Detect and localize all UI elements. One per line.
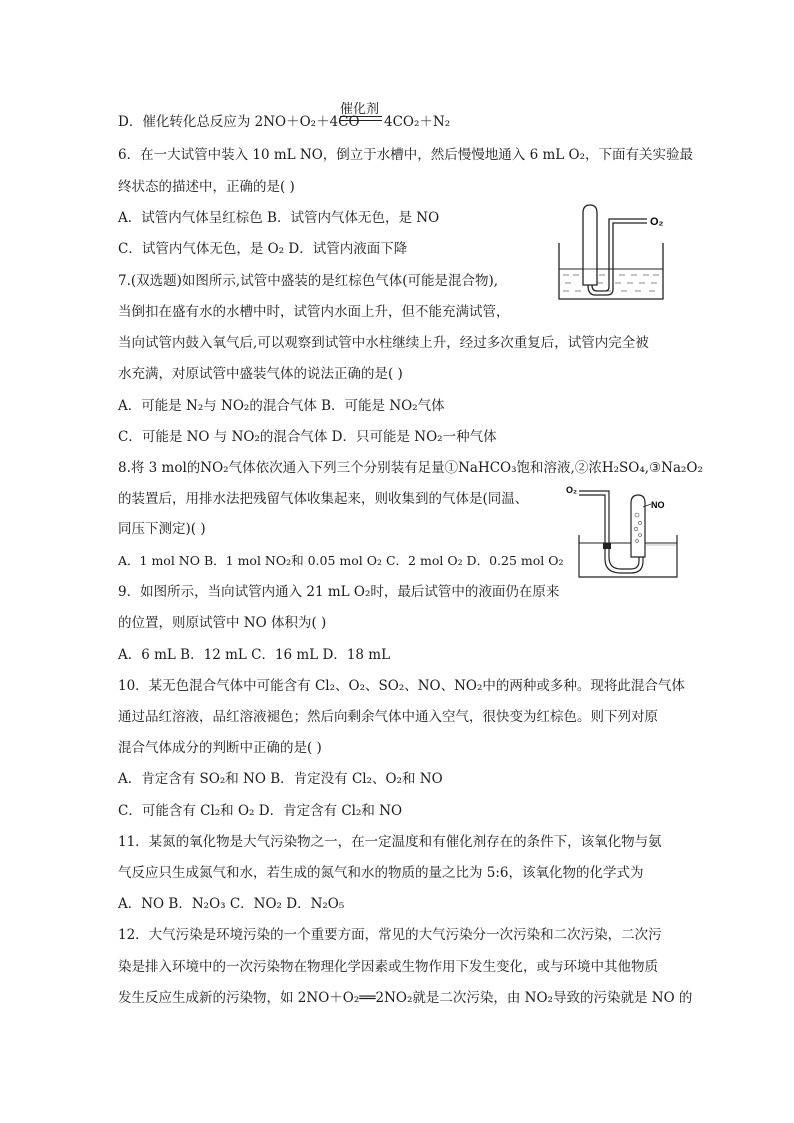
- water-hatching: [563, 275, 659, 291]
- q6-line-1: 6．在一大试管中装入 10 mL NO，倒立于水槽中，然后慢慢地通入 6 mL O₂，下面有关实验最: [118, 147, 693, 163]
- q10-options-ab: A．肯定含有 SO₂和 NO B．肯定没有 Cl₂、O₂和 NO: [118, 771, 443, 787]
- q12-line-3: 发生反应生成新的污染物，如 2NO＋O₂══2NO₂就是二次污染，由 NO₂导致的污染就是 NO 的: [118, 990, 693, 1006]
- option-d-equation: [118, 113, 360, 131]
- q6-options-ab: A．试管内气体呈红棕色 B．试管内气体无色，是 NO: [118, 210, 440, 226]
- q7-line-3: 当向试管内鼓入氧气后,可以观察到试管中水柱继续上升，经过多次重复后，试管内完全被: [118, 335, 649, 351]
- q8-line-1: 8.将 3 mol的NO₂气体依次通入下列三个分别装有足量①NaHCO₃饱和溶液,②浓H₂SO₄,③Na₂O₂: [118, 460, 703, 476]
- q10-line-3: 混合气体成分的判断中正确的是( ): [118, 740, 322, 756]
- q11-options: A．NO B．N₂O₃ C．NO₂ D．N₂O₅: [118, 896, 345, 912]
- q9-options: A．6 mL B．12 mL C．16 mL D．18 mL: [118, 647, 391, 663]
- q8-line-2: 的装置后，用排水法把残留气体收集起来，则收集到的气体是(同温、: [118, 491, 529, 507]
- q8-options: A．1 mol NO B．1 mol NO₂和 0.05 mol O₂ C．2 mol O₂ D．0.25 mol O₂: [118, 553, 564, 568]
- q11-line-1: 11．某氮的氧化物是大气污染物之一，在一定温度和有催化剂存在的条件下，该氧化物与氨: [118, 834, 662, 850]
- figure-test-tube-trough-2: [565, 483, 680, 579]
- q6-line-2: 终状态的描述中，正确的是( ): [118, 179, 295, 195]
- q8-line-3: 同压下测定)( ): [118, 521, 206, 537]
- q10-options-cd: C．可能含有 Cl₂和 O₂ D．肯定含有 Cl₂和 NO: [118, 803, 403, 819]
- catalyst-label: 催化剂: [340, 102, 380, 117]
- test-tube: [583, 205, 597, 285]
- q6-options-cd: C．试管内气体无色，是 O₂ D．试管内液面下降: [118, 241, 408, 257]
- q7-options-ab: A．可能是 N₂与 NO₂的混合气体 B．可能是 NO₂气体: [118, 398, 445, 414]
- trough-outline-2: [579, 535, 677, 577]
- q7-line-4: 水充满，对原试管中盛装气体的说法正确的是( ): [118, 366, 403, 382]
- q11-line-2: 气反应只生成氮气和水，若生成的氮气和水的物质的量之比为 5:6，该氧化物的化学式为: [118, 865, 644, 881]
- q7-line-1: 7.(双选题)如图所示,试管中盛装的是红棕色气体(可能是混合物),: [118, 273, 499, 289]
- q10-line-1: 10．某无色混合气体中可能含有 Cl₂、O₂、SO₂、NO、NO₂中的两种或多种。现将此混合气体: [118, 678, 685, 694]
- o2-inlet-tube: [579, 491, 639, 569]
- trough-outline: [559, 243, 663, 299]
- q7-line-2: 当倒扣在盛有水的水槽中时，试管内水面上升，但不能充满试管，: [118, 304, 510, 320]
- q9-line-2: 的位置，则原试管中 NO 体积为( ): [118, 615, 327, 631]
- q9-line-1: 9．如图所示，当向试管内通入 21 mL O₂时，最后试管中的液面仍在原来: [118, 584, 560, 600]
- fig2-o2-label: O₂: [566, 485, 577, 495]
- q12-line-1: 12．大气污染是环境污染的一个重要方面，常见的大气污染分一次污染和二次污染，二次污: [118, 927, 662, 943]
- option-d-product: 4CO₂＋N₂: [384, 114, 451, 130]
- q10-line-2: 通过品红溶液，品红溶液褪色；然后向剩余气体中通入空气，很快变为红棕色。则下列对原: [118, 709, 658, 725]
- fig1-o2-label: O₂: [650, 216, 664, 228]
- test-tube-2: [631, 495, 645, 557]
- fig2-no-label: NO: [651, 500, 665, 510]
- q7-options-cd: C．可能是 NO 与 NO₂的混合气体 D．只可能是 NO₂一种气体: [118, 429, 497, 445]
- figure-test-tube-trough-1: [555, 203, 675, 303]
- equilibrium-double-line: [340, 116, 382, 121]
- q12-line-2: 染是排入环境中的一次污染物在物理化学因素或生物作用下发生变化，或与环境中其他物质: [118, 959, 658, 975]
- option-d-prefix: D．催化转化总反应为 2NO＋O₂＋4CO: [118, 114, 360, 130]
